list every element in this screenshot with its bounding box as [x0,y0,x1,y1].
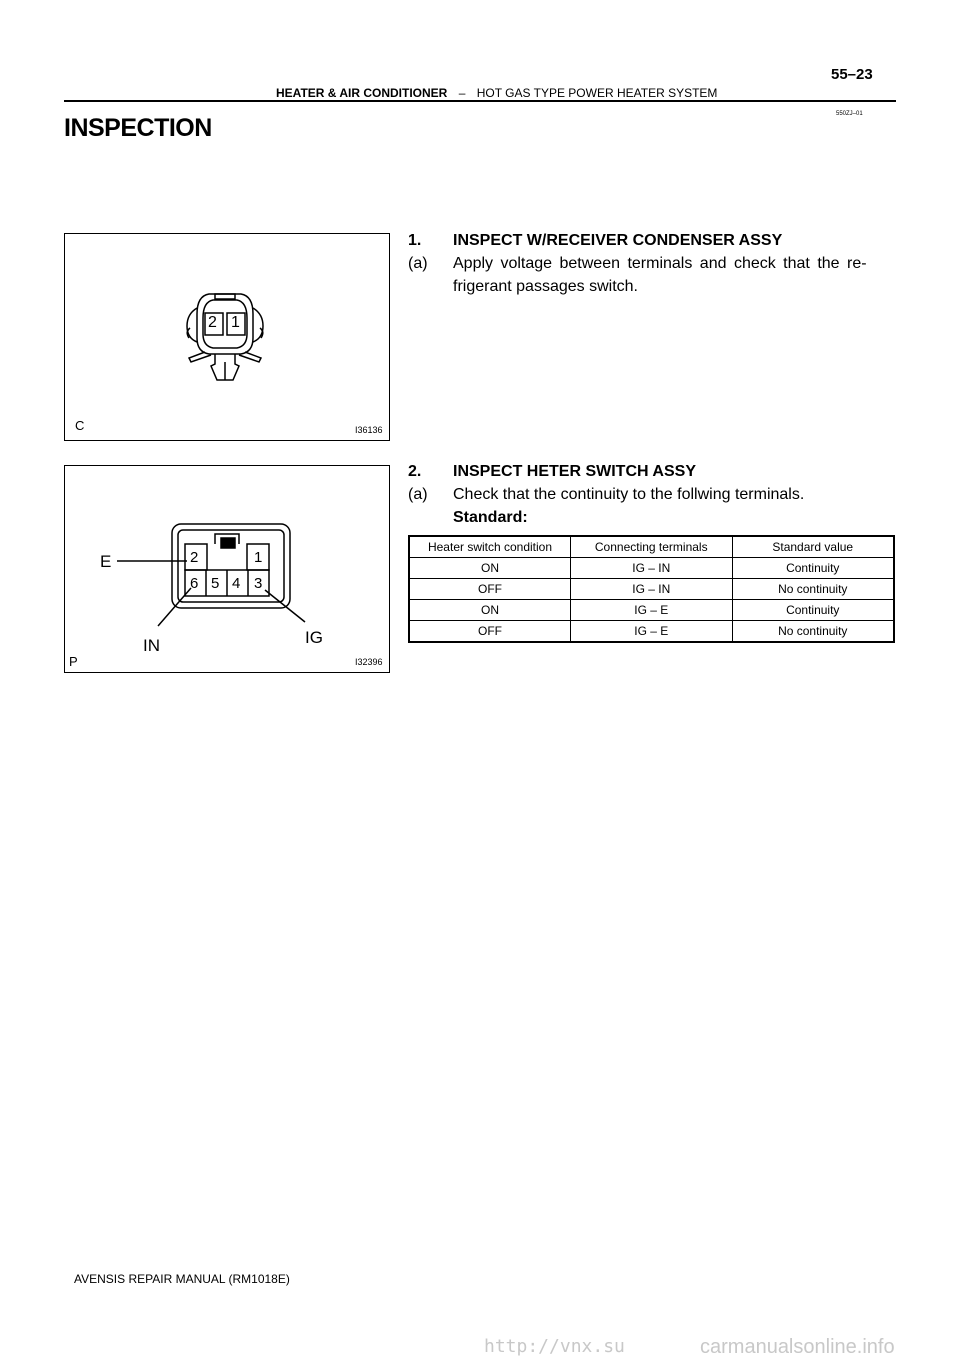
figure-corner-letter: C [75,418,85,433]
table-cell: OFF [409,621,571,643]
pin-label-4: 4 [232,575,241,592]
sub-step-text: Apply voltage between terminals and check that the re- [453,255,867,272]
page-title: INSPECTION [64,114,212,142]
figure-corner-letter: P [69,654,78,669]
step-title: INSPECT HETER SWITCH ASSY [453,463,696,480]
sub-step-text: Check that the continuity to the follwing terminals. [453,486,805,503]
table-cell: OFF [409,579,571,600]
table-cell: IG – E [571,621,733,643]
column-header: Standard value [732,536,894,558]
figure-code: I32396 [355,657,383,667]
terminal-label-ig: IG [305,628,323,647]
six-pin-connector-drawing [65,466,389,672]
connector-figure-1 [64,233,390,441]
sub-step-label: (a) [408,255,428,272]
section-title: HEATER & AIR CONDITIONER [276,86,448,100]
column-header: Heater switch condition [409,536,571,558]
connector-figure-2 [64,465,390,673]
page-number: 55–23 [831,66,873,83]
pin-label-1: 1 [254,549,263,566]
pin-label-5: 5 [211,575,220,592]
watermark-link[interactable]: http://vnx.su [484,1336,625,1357]
two-pin-connector-drawing [65,234,389,440]
terminal-label-in: IN [143,636,160,655]
footer-manual-id: AVENSIS REPAIR MANUAL (RM1018E) [74,1272,290,1286]
table-row [409,579,894,600]
step-2 [408,463,896,533]
table-cell: IG – IN [571,558,733,579]
pin-label-3: 3 [254,575,263,592]
table-cell: ON [409,600,571,621]
step-number: 2. [408,463,422,480]
section-header [276,86,717,100]
brand-watermark: carmanualsonline.info [700,1336,895,1358]
step-1 [408,232,896,302]
table-cell: Continuity [732,558,894,579]
document-code: 550ZJ–01 [836,111,863,117]
sub-step-text-continued: frigerant passages switch. [453,278,638,295]
table-cell: No continuity [732,579,894,600]
pin-label-2: 2 [208,314,217,331]
section-subtitle: HOT GAS TYPE POWER HEATER SYSTEM [476,86,718,100]
table-cell: No continuity [732,621,894,643]
step-number: 1. [408,232,422,249]
table-cell: IG – E [571,600,733,621]
column-header: Connecting terminals [571,536,733,558]
table-row [409,621,894,643]
pin-label-6: 6 [190,575,199,592]
figure-code: I36136 [355,425,383,435]
standard-label: Standard: [453,509,528,526]
continuity-table [408,535,895,643]
table-cell: Continuity [732,600,894,621]
pin-label-1: 1 [231,314,240,331]
sub-step-label: (a) [408,486,428,503]
terminal-label-e: E [100,552,112,571]
table-row [409,600,894,621]
table-header-row [409,536,894,558]
table-cell: ON [409,558,571,579]
table-row [409,558,894,579]
section-separator: – [458,86,466,100]
header-rule [64,100,896,102]
step-title: INSPECT W/RECEIVER CONDENSER ASSY [453,232,783,249]
table-cell: IG – IN [571,579,733,600]
pin-label-2: 2 [190,549,199,566]
